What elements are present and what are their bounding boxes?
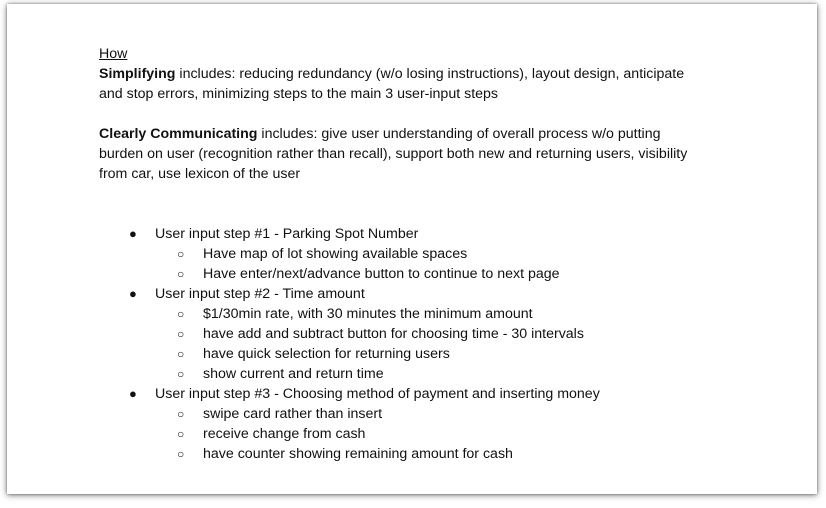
sub-item-text: show current and return time [203, 366, 384, 382]
hollow-bullet-icon: ○ [177, 347, 185, 361]
sub-item-text: have add and subtract button for choosing time - 30 intervals [203, 326, 584, 342]
sub-item [155, 244, 739, 264]
sub-item [155, 404, 739, 424]
step-label: User input step #3 - Choosing method of payment and inserting money [155, 386, 600, 402]
sub-item-text: Have map of lot showing available spaces [203, 246, 468, 262]
filled-bullet-icon: ● [129, 286, 137, 301]
sub-item-text: have counter showing remaining amount for cash [203, 446, 513, 462]
hollow-bullet-icon: ○ [177, 267, 185, 281]
sub-item-text: $1/30min rate, with 30 minutes the minimum amount [203, 306, 533, 322]
simplifying-paragraph-line-1 [99, 64, 739, 84]
step-item [99, 384, 739, 464]
filled-bullet-icon: ● [129, 386, 137, 401]
sub-list [155, 404, 739, 464]
sub-item [155, 304, 739, 324]
steps-list [99, 224, 739, 464]
simplifying-paragraph-line-2: and stop errors, minimizing steps to the main 3 user-input steps [99, 86, 499, 102]
hollow-bullet-icon: ○ [177, 327, 185, 341]
blank-line [99, 104, 739, 124]
sub-item [155, 364, 739, 384]
document-page [7, 4, 817, 494]
step-label: User input step #1 - Parking Spot Number [155, 226, 419, 242]
step-label: User input step #2 - Time amount [155, 286, 365, 302]
hollow-bullet-icon: ○ [177, 407, 185, 421]
communicating-text-1: includes: give user understanding of overall process w/o putting [257, 126, 661, 142]
hollow-bullet-icon: ○ [177, 367, 185, 381]
filled-bullet-icon: ● [129, 226, 137, 241]
hollow-bullet-icon: ○ [177, 427, 185, 441]
sub-list [155, 244, 739, 284]
document-body [99, 44, 739, 464]
communicating-paragraph-line-1 [99, 124, 739, 144]
simplifying-term: Simplifying [99, 66, 176, 82]
step-item [99, 224, 739, 284]
step-item [99, 284, 739, 384]
sub-item [155, 424, 739, 444]
blank-lines [99, 184, 739, 224]
sub-item [155, 324, 739, 344]
sub-item [155, 264, 739, 284]
sub-item [155, 344, 739, 364]
hollow-bullet-icon: ○ [177, 447, 185, 461]
sub-item-text: have quick selection for returning users [203, 346, 450, 362]
sub-list [155, 304, 739, 384]
section-heading: How [99, 46, 128, 62]
sub-item-text: receive change from cash [203, 426, 366, 442]
communicating-term: Clearly Communicating [99, 126, 258, 142]
sub-item-text: Have enter/next/advance button to continue to next page [203, 266, 560, 282]
hollow-bullet-icon: ○ [177, 247, 185, 261]
hollow-bullet-icon: ○ [177, 307, 185, 321]
sub-item [155, 444, 739, 464]
sub-item-text: swipe card rather than insert [203, 406, 383, 422]
communicating-paragraph-line-3: from car, use lexicon of the user [99, 166, 301, 182]
simplifying-text-1: includes: reducing redundancy (w/o losing instructions), layout design, anticipate [175, 66, 685, 82]
communicating-paragraph-line-2: burden on user (recognition rather than recall), support both new and returning users, visibility [99, 146, 688, 162]
